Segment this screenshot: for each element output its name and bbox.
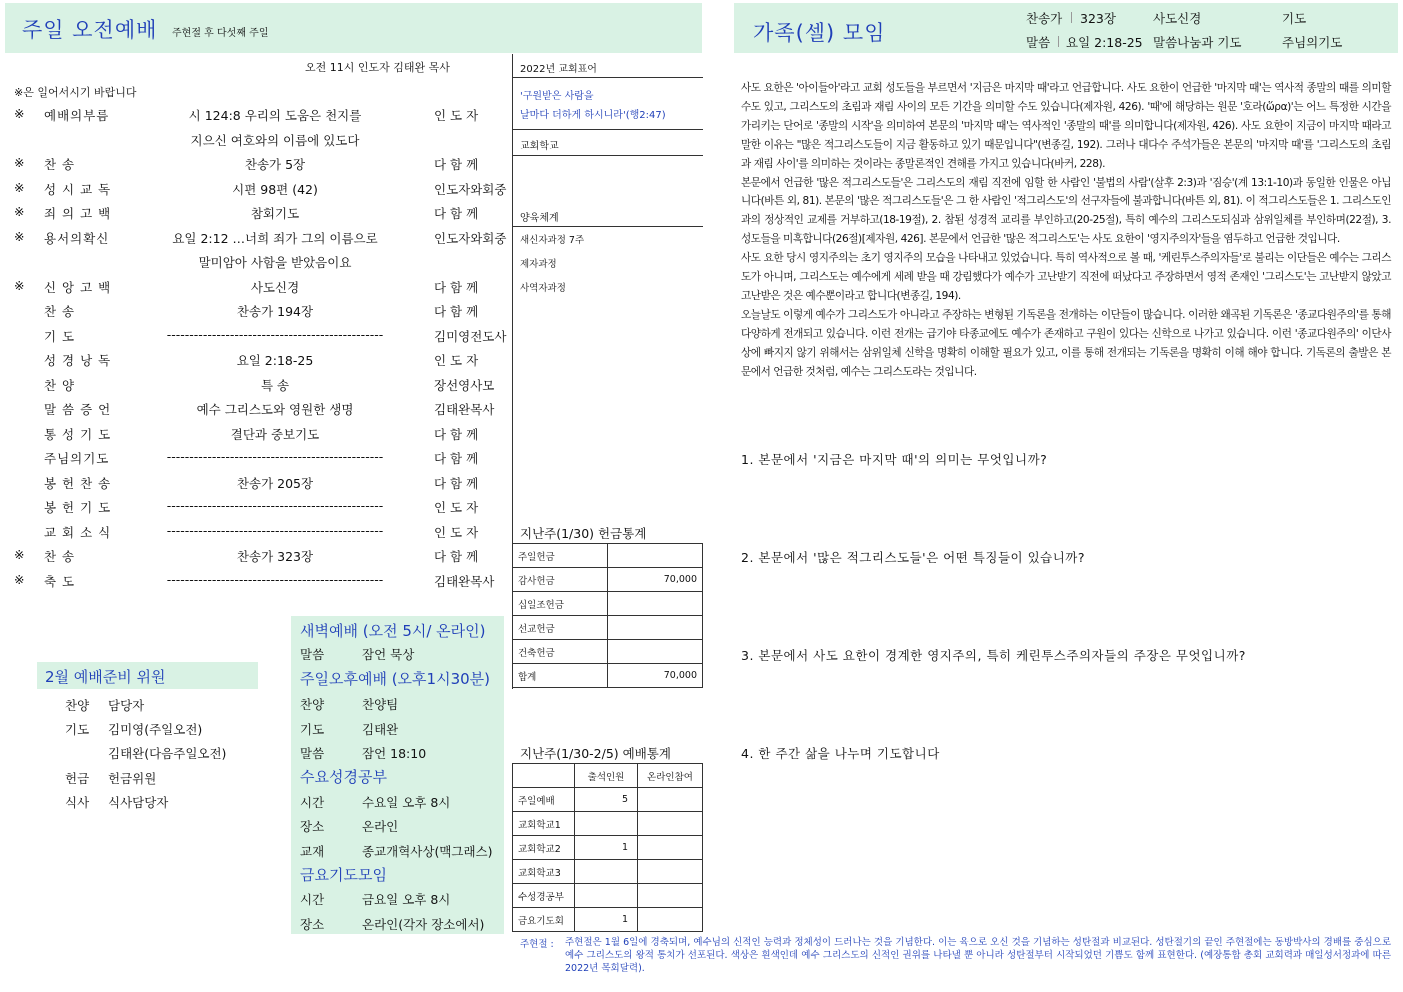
service-item-name: 통 성 기 도 — [44, 426, 112, 442]
attendance-title: 지난주(1/30-2/5) 예배통계 — [520, 746, 671, 761]
motto-rule-mid — [512, 129, 703, 130]
cell-paragraph-2: 본문에서 언급한 '많은 적그리스도들'은 그리스도의 재림 직전에 임할 한 사람인 '불법의 사람'(살후 2:3)과 '짐승'(계 13:1-10)과 동일한 인물은 아닙니다(바튼 외, 81). 본문의 '많은 적그리스도들'은 그 한 사람인 '적그리스도'의 선구자들에 불과합니다(바튼 외, 81). 이 적그리스도들은 1. 그리스도인과의 정상적인 교제를 거부하고(18-19절), 2. 참된 성경적 교리를 부인하고(20-25절), 특히 예수의 그리스도되심과 삼위일체를 부인하며(22절), 3. 성도들을 미혹합니다(26절)[제자원, 426]. 본문에서 언급한 '많은 적그리스도'는 사도 요한이 '영지주의자'들을 염두하고 언급한 것입니다. — [741, 176, 1391, 246]
attendance-count: 1 — [575, 908, 638, 932]
service-row — [0, 131, 510, 153]
service-row — [0, 302, 510, 324]
school-label: 교회학교 — [520, 141, 559, 152]
service-item-leader: 다 함 께 — [434, 549, 479, 564]
service-item-name: 예배의부름 — [44, 108, 110, 123]
committee-value-4: 헌금위원 — [108, 771, 157, 786]
attendance-label: 금요기도회 — [513, 908, 575, 932]
attendance-online — [638, 860, 703, 884]
service-stand-mark: ※ — [14, 204, 25, 219]
attendance-table — [512, 763, 703, 932]
offering-row — [513, 616, 703, 640]
cell-row1-sep — [1071, 12, 1072, 23]
offering-table — [512, 543, 703, 688]
cell-row2-b: 요일 2:18-25 — [1066, 35, 1143, 50]
dawn-value: 잠언 묵상 — [362, 647, 415, 662]
question-2: 2. 본문에서 '많은 적그리스도들'은 어떤 특징들이 있습니까? — [741, 550, 1085, 565]
attendance-count — [575, 884, 638, 908]
service-item-leader: 인 도 자 — [434, 524, 479, 540]
service-row — [0, 106, 510, 128]
offering-row — [513, 664, 703, 688]
service-item-content: ------------------------------------------------ — [166, 522, 384, 538]
service-item-content: ------------------------------------------------ — [166, 571, 384, 587]
attendance-row — [513, 812, 703, 836]
fri-value-1: 금요일 오후 8시 — [362, 892, 451, 907]
page-subtitle: 주현절 후 다섯째 주일 — [172, 28, 269, 39]
cell-row1-b: 323장 — [1080, 11, 1116, 26]
afternoon-label-1: 찬양 — [300, 697, 325, 712]
attendance-row — [513, 788, 703, 812]
offering-row — [513, 592, 703, 616]
cell-row1-d: 기도 — [1282, 11, 1307, 26]
service-row — [0, 498, 510, 520]
wed-label-2: 장소 — [300, 819, 325, 834]
service-item-name: 성 시 교 독 — [44, 181, 112, 197]
service-row — [0, 474, 510, 496]
offering-amount — [608, 544, 703, 568]
offering-label: 주일헌금 — [513, 544, 608, 568]
offering-label: 감사헌금 — [513, 568, 608, 592]
service-item-content: 시편 98편 (42) — [232, 181, 318, 197]
course-1: 새신자과정 7주 — [520, 235, 585, 246]
cell-title: 가족(셀) 모임 — [753, 21, 886, 45]
fri-label-1: 시간 — [300, 892, 325, 907]
service-item-leader: 김미영전도사 — [434, 328, 507, 344]
attendance-online — [638, 788, 703, 812]
cell-commentary — [741, 79, 1391, 382]
service-item-name: 찬 송 — [44, 304, 76, 319]
attendance-label: 수성경공부 — [513, 884, 575, 908]
committee-value-2: 김미영(주일오전) — [108, 722, 203, 737]
attendance-label: 교회학교1 — [513, 812, 575, 836]
service-row — [0, 253, 510, 275]
service-item-name: 봉 헌 찬 송 — [44, 475, 112, 491]
service-item-content: ------------------------------------------------ — [166, 326, 384, 342]
service-item-name: 주님의기도 — [44, 451, 110, 466]
offering-amount — [608, 616, 703, 640]
afternoon-value-1: 찬양팀 — [362, 697, 399, 712]
service-stand-mark: ※ — [14, 277, 25, 293]
service-stand-mark: ※ — [14, 106, 25, 121]
offering-label: 선교헌금 — [513, 616, 608, 640]
afternoon-label-2: 기도 — [300, 722, 325, 737]
service-stand-mark: ※ — [14, 179, 25, 195]
committee-value-5: 식사담당자 — [108, 795, 169, 810]
service-row — [0, 278, 510, 300]
cell-paragraph-3: 사도 요한 당시 영지주의는 초기 영지주의 모습을 나타내고 있었습니다. 특히 역사적으로 볼 때, '케린투스주의자들'로 불리는 이단들은 예수는 그리스도가 아니며, 그리스도는 예수에게 세례 받을 때 강림했다가 예수가 고난받기 직전에 떠났다고 주장하면서 영적 존재인 '그리스도'는 고난받지 않았고 고난받은 것은 예수뿐이라고 합니다(변종길, 194). — [741, 252, 1391, 302]
service-row — [0, 572, 510, 594]
attendance-header: 출석인원 — [575, 764, 638, 788]
committee-label-5: 식사 — [65, 795, 90, 810]
service-row — [0, 351, 510, 373]
question-1: 1. 본문에서 '지금은 마지막 때'의 의미는 무엇입니까? — [741, 452, 1048, 467]
service-row — [0, 376, 510, 398]
service-item-content: 사도신경 — [250, 279, 300, 295]
nurture-label: 양육체계 — [520, 213, 559, 224]
fri-title: 금요기도모임 — [300, 866, 387, 884]
wed-value-3: 종교개혁사상(맥그래스) — [362, 844, 493, 859]
service-item-content: ------------------------------------------------ — [166, 449, 384, 464]
question-3: 3. 본문에서 사도 요한이 경계한 영지주의, 특히 케린투스주의자들의 주장은 무엇입니까? — [741, 648, 1246, 663]
cell-paragraph-1: 사도 요한은 '아이들아'라고 교회 성도들을 부르면서 '지금은 마지막 때'라고 언급합니다. 사도 요한이 언급한 '마지막 때'는 역사적 종말의 때를 의미할 수도 있고, 그리스도의 초림과 재림 사이의 모든 기간을 의미할 수도 있습니다(제자원, 426). '때'에 해당하는 원문 '호라(ὥρα)'는 어느 특정한 시간을 가리키는 단어로 '종말의 시작'을 의미하여 본문의 '마지막 때'는 역사적인 '종말의 때'를 의미합니다(제자원, 426). 사도 요한이 지금이 마지막 때라고 말한 이유는 "많은 적그리스도들이 지금 활동하고 있기 때문입니다"(변종길, 192). 그러나 대다수 주석가들은 본문의 '마지막 때'를 '그리스도의 초림과 재림 사이'를 의미하는 것이라는 종말론적인 견해를 가지고 있습니다(바커, 228). — [741, 82, 1391, 170]
wed-value-1: 수요일 오후 8시 — [362, 795, 451, 810]
wed-title: 수요성경공부 — [300, 768, 387, 786]
service-item-content: 찬송가 194장 — [236, 304, 314, 319]
cell-row2-sep — [1058, 36, 1059, 47]
service-row — [0, 547, 510, 569]
attendance-online — [638, 836, 703, 860]
service-row — [0, 400, 510, 422]
afternoon-title: 주일오후예배 (오후1시30분) — [300, 670, 491, 688]
motto-line1: '구원받은 사람을 — [520, 91, 594, 102]
service-item-leader: 인도자와회중 — [434, 181, 507, 197]
service-item-name: 찬 송 — [44, 157, 76, 172]
service-item-content: 지으신 여호와의 이름에 있도다 — [190, 132, 360, 148]
attendance-label: 교회학교3 — [513, 860, 575, 884]
motto-rule-school — [512, 155, 703, 156]
service-row — [0, 327, 510, 349]
wed-label-1: 시간 — [300, 795, 325, 810]
service-item-name: 용서의확신 — [44, 230, 110, 246]
footer-text: 주현절은 1월 6일에 경축되며, 예수님의 신적인 능력과 정체성이 드러나는 것을 기념한다. 이는 육으로 오신 것을 기념하는 성탄절과 비교된다. 성탄절기의 끝인 주현절에는 동방박사의 경배를 중심으로 예수 그리스도의 왕적 통치가 선포된다. 색상은 흰색인데 예수 그리스도의 신적인 권위를 나타낼 뿐 아니라 성탄절부터 시작되었던 기쁨도 함께 표현한다. (예장통합 총회 교회력과 매일성서정과에 따른 2022년 목회달력). — [565, 937, 1391, 974]
fri-value-2: 온라인(각자 장소에서) — [362, 917, 485, 932]
cell-row1-c: 사도신경 — [1153, 11, 1202, 26]
cell-row2-a: 말씀 — [1026, 35, 1051, 50]
service-row — [0, 204, 510, 226]
service-row — [0, 523, 510, 545]
service-item-leader: 다 함 께 — [434, 206, 479, 221]
service-item-name: 성 경 낭 독 — [44, 353, 112, 368]
service-item-leader: 인도자와회중 — [434, 230, 507, 246]
service-item-name: 말 씀 증 언 — [44, 402, 112, 417]
service-row — [0, 229, 510, 251]
cell-row2-c: 말씀나눔과 기도 — [1153, 35, 1242, 50]
committee-value-1: 담당자 — [108, 698, 145, 713]
service-row — [0, 155, 510, 177]
wed-value-2: 온라인 — [362, 819, 399, 834]
motto-line2: 날마다 더하게 하시니라'(행2:47) — [520, 110, 666, 121]
attendance-count: 5 — [575, 788, 638, 812]
service-stand-mark: ※ — [14, 155, 25, 170]
afternoon-value-2: 김태완 — [362, 722, 399, 737]
service-item-content: 결단과 중보기도 — [230, 426, 320, 442]
attendance-header: 온라인참여 — [638, 764, 703, 788]
attendance-row — [513, 908, 703, 932]
offering-row — [513, 568, 703, 592]
committee-value-3: 김태완(다음주일오전) — [108, 746, 227, 761]
wed-label-3: 교재 — [300, 844, 325, 859]
offering-row — [513, 640, 703, 664]
stand-note: ※은 일어서시기 바랍니다 — [14, 86, 137, 99]
committee-label-2: 기도 — [65, 722, 90, 737]
service-stand-mark: ※ — [14, 228, 25, 244]
service-item-leader: 다 함 께 — [434, 475, 479, 491]
attendance-count: 1 — [575, 836, 638, 860]
attendance-header — [513, 764, 575, 788]
service-item-name: 찬 양 — [44, 377, 76, 393]
motto-title: 2022년 교회표어 — [520, 64, 597, 75]
attendance-row — [513, 860, 703, 884]
afternoon-value-3: 잠언 18:10 — [362, 746, 427, 761]
service-row — [0, 425, 510, 447]
service-item-leader: 다 함 께 — [434, 426, 479, 442]
service-item-content: 요일 2:12 …너희 죄가 그의 이름으로 — [172, 230, 378, 246]
committee-label-4: 헌금 — [65, 771, 90, 786]
attendance-count — [575, 812, 638, 836]
committee-title: 2월 예배준비 위원 — [45, 668, 166, 686]
service-item-name: 죄 의 고 백 — [44, 206, 112, 221]
attendance-row — [513, 836, 703, 860]
motto-rule-nurture — [512, 226, 703, 227]
service-item-content: 예수 그리스도와 영원한 생명 — [196, 402, 354, 417]
page-title: 주일 오전예배 — [22, 18, 158, 42]
offering-title: 지난주(1/30) 헌금통계 — [520, 526, 647, 541]
cell-row1-a: 찬송가 — [1026, 11, 1063, 26]
motto-rule-top — [512, 77, 703, 78]
service-item-content: 찬송가 205장 — [236, 475, 314, 491]
afternoon-label-3: 말씀 — [300, 746, 325, 761]
offering-label: 건축헌금 — [513, 640, 608, 664]
course-2: 제자과정 — [520, 259, 557, 270]
offering-row — [513, 544, 703, 568]
attendance-label: 교회학교2 — [513, 836, 575, 860]
service-item-leader: 다 함 께 — [434, 157, 479, 172]
service-time-leader: 오전 11시 인도자 김태완 목사 — [305, 61, 450, 74]
fri-label-2: 장소 — [300, 917, 325, 932]
course-3: 사역자과정 — [520, 283, 566, 294]
service-item-leader: 인 도 자 — [434, 108, 479, 123]
service-item-leader: 김태완목사 — [434, 573, 495, 589]
service-item-name: 기 도 — [44, 328, 76, 344]
attendance-header-row — [513, 764, 703, 788]
attendance-online — [638, 908, 703, 932]
service-item-leader: 다 함 께 — [434, 451, 479, 466]
service-item-content: 시 124:8 우리의 도움은 천지를 — [188, 108, 362, 123]
attendance-count — [575, 860, 638, 884]
service-item-leader: 다 함 께 — [434, 279, 479, 295]
service-item-content: 특 송 — [260, 377, 290, 393]
attendance-online — [638, 884, 703, 908]
service-stand-mark: ※ — [14, 571, 25, 587]
dawn-title: 새벽예배 (오전 5시/ 온라인) — [300, 622, 486, 640]
footer-label: 주현절 : — [520, 939, 554, 950]
service-item-name: 신 앙 고 백 — [44, 279, 112, 295]
offering-amount: 70,000 — [608, 568, 703, 592]
question-4: 4. 한 주간 삶을 나누며 기도합니다 — [741, 746, 940, 761]
committee-label-1: 찬양 — [65, 698, 90, 713]
service-item-content: 요일 2:18-25 — [236, 353, 314, 368]
dawn-label: 말씀 — [300, 647, 325, 662]
service-item-content: 찬송가 5장 — [244, 157, 306, 172]
service-item-leader: 장선영사모 — [434, 377, 495, 393]
service-item-content: 말미암아 사함을 받았음이요 — [198, 255, 352, 270]
service-item-name: 축 도 — [44, 573, 76, 589]
service-row — [0, 180, 510, 202]
service-stand-mark: ※ — [14, 547, 25, 562]
service-row — [0, 449, 510, 471]
offering-amount: 70,000 — [608, 664, 703, 688]
offering-amount — [608, 640, 703, 664]
service-item-leader: 인 도 자 — [434, 500, 479, 515]
offering-amount — [608, 592, 703, 616]
service-item-content: 찬송가 323장 — [236, 549, 314, 564]
offering-label: 합계 — [513, 664, 608, 688]
service-item-leader: 인 도 자 — [434, 353, 479, 368]
service-item-name: 찬 송 — [44, 549, 76, 564]
service-item-leader: 다 함 께 — [434, 304, 479, 319]
cell-paragraph-4: 오늘날도 이렇게 예수가 그리스도가 아니라고 주장하는 변형된 기독론을 전개하는 이단들이 많습니다. 이러한 왜곡된 기독론은 '종교다원주의'를 통해 다양하게 전개되고 있습니다. 이런 전개는 급기야 타종교에도 예수가 존재하고 구원이 있다는 신학으로 나가고 있습니다. 이런 '종교다원주의' 이단사상에 빠지지 않기 위해서는 삼위일체 신학을 명확히 이해할 필요가 있고, 이를 통해 전개되는 기독론을 명확히 이해 해야 합니다. 기독론의 출발은 본문에서 언급한 것처럼, 예수는 그리스도라는 것입니다. — [741, 308, 1391, 378]
service-item-name: 교 회 소 식 — [44, 524, 112, 540]
offering-label: 십일조헌금 — [513, 592, 608, 616]
cell-row2-d: 주님의기도 — [1282, 35, 1343, 50]
service-item-leader: 김태완목사 — [434, 402, 495, 417]
attendance-row — [513, 884, 703, 908]
service-item-content: 참회기도 — [250, 206, 300, 221]
attendance-online — [638, 812, 703, 836]
service-item-content: ------------------------------------------------ — [166, 498, 384, 513]
service-item-name: 봉 헌 기 도 — [44, 500, 112, 515]
attendance-label: 주일예배 — [513, 788, 575, 812]
